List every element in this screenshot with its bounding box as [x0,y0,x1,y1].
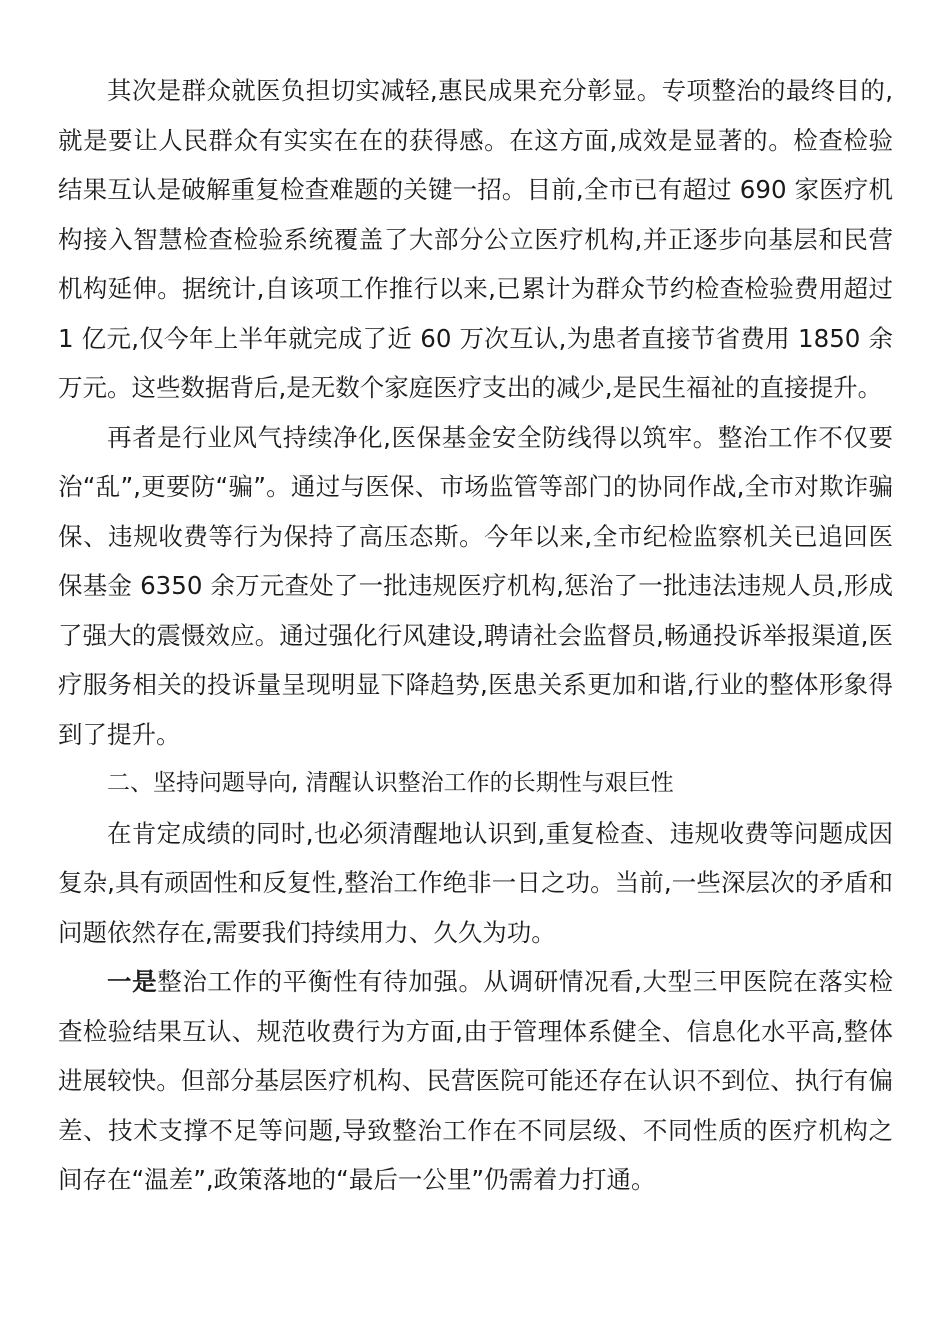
point-one-lead: 一是 [107,967,158,996]
point-one-text: 整治工作的平衡性有待加强。从调研情况看,大型三甲医院在落实检查检验结果互认、规范收费行为方面,由于管理体系健全、信息化水平高,整体进展较快。但部分基层医疗机构、民营医院可能还存在认识不到位、执行有偏差、技术支撑不足等问题,导致整治工作在不同层级、不同性质的医疗机构之间存在“温差”,政策落地的“最后一公里”仍需着力打通。 [58,967,893,1194]
paragraph-industry-ethics: 再者是行业风气持续净化,医保基金安全防线得以筑牢。整治工作不仅要治“乱”,更要防“骗”。通过与医保、市场监管等部门的协同作战,全市对欺诈骗保、违规收费等行为保持了高压态斯。今年以来,全市纪检监察机关已追回医保基金 6350 余万元查处了一批违规医疗机构,惩治了一批违法违规人员,形成了强大的震慑效应。通过强化行风建设,聘请社会监督员,畅通投诉举报渠道,医疗服务相关的投诉量呈现明显下降趋势,医患关系更加和谐,行业的整体形象得到了提升。 [58,422,893,749]
paragraph-medical-burden: 其次是群众就医负担切实减轻,惠民成果充分彰显。专项整治的最终目的,就是要让人民群众有实实在在的获得感。在这方面,成效是显著的。检查检验结果互认是破解重复检查难题的关键一招。目前,全市已有超过 690 家医疗机构接入智慧检查检验系统覆盖了大部分公立医疗机构,并正逐步向基层和民营机构延伸。据统计,自该项工作推行以来,已累计为群众节约检查检验费用超过 1 亿元,仅今年上半年就完成了近 60 万次互认,为患者直接节省费用 1850 余万元。这些数据背后,是无数个家庭医疗支出的减少,是民生福祉的直接提升。 [58,76,893,402]
section-heading: 二、坚持问题导向, 清醒认识整治工作的长期性与艰巨性 [107,770,674,796]
paragraph-point-one [58,957,893,1205]
paragraph-problem-awareness: 在肯定成绩的同时,也必须清醒地认识到,重复检查、违规收费等问题成因复杂,具有顽固性和反复性,整治工作绝非一日之功。当前,一些深层次的矛盾和问题依然存在,需要我们持续用力、久久为功。 [58,818,893,947]
document-page [58,66,893,1205]
